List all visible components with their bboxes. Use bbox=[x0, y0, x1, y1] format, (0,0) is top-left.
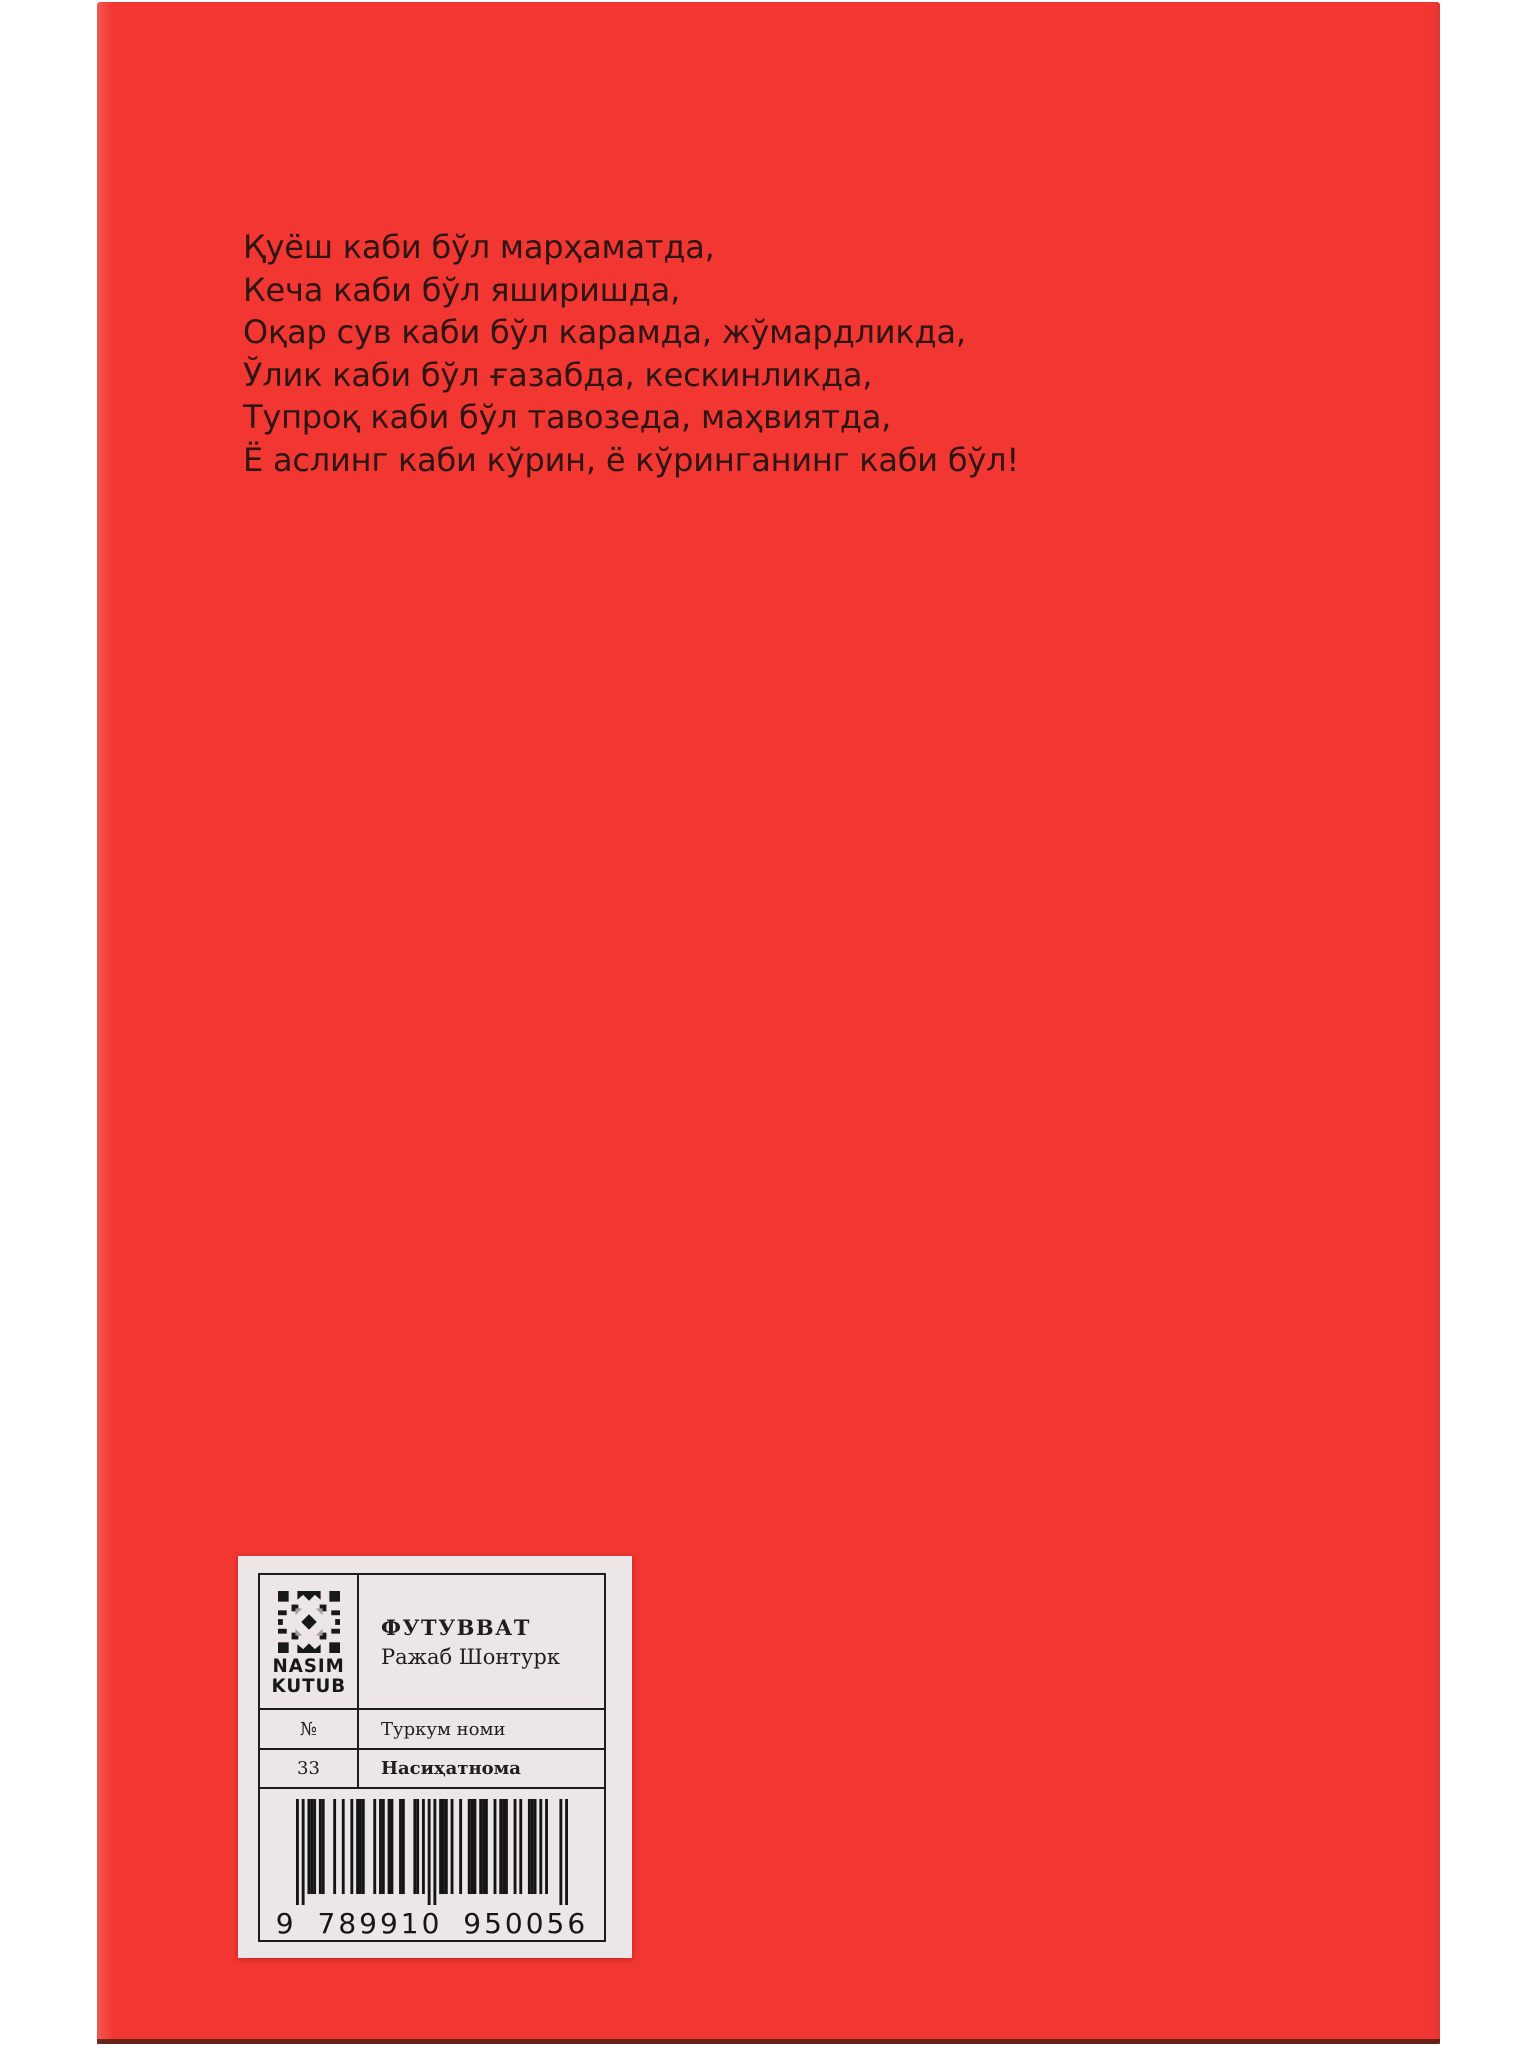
label-table bbox=[258, 1573, 606, 1942]
barcode-cell bbox=[260, 1789, 604, 1940]
category-value: Насиҳатнома bbox=[381, 1758, 521, 1779]
number-value: 33 bbox=[297, 1758, 320, 1779]
category-header-cell bbox=[359, 1710, 604, 1750]
category-header: Туркум номи bbox=[381, 1718, 506, 1740]
poem-line: Ўлик каби бўл ғазабда, кескинликда, bbox=[243, 355, 873, 394]
poem-line: Қуёш каби бўл марҳаматда, bbox=[243, 228, 715, 266]
barcode-number: 9 789910 950056 bbox=[275, 1907, 589, 1940]
number-value-cell bbox=[260, 1750, 359, 1789]
poem-line: Оқар сув каби бўл карамда, жўмардликда, bbox=[243, 313, 966, 351]
nasim-kutub-logo-icon bbox=[278, 1591, 340, 1653]
number-header-cell bbox=[260, 1710, 359, 1750]
publisher-logo-cell bbox=[260, 1575, 359, 1710]
publisher-name-line1: NASIM bbox=[272, 1654, 345, 1677]
red-cover bbox=[97, 2, 1440, 2044]
category-value-cell bbox=[359, 1750, 604, 1789]
book-author: Ражаб Шонтурк bbox=[381, 1644, 560, 1669]
poem-line: Тупроқ каби бўл тавозеда, маҳвиятда, bbox=[243, 398, 892, 436]
publisher-label bbox=[238, 1556, 632, 1958]
publisher-name-line2: KUTUB bbox=[271, 1674, 346, 1697]
book-title-cell bbox=[359, 1575, 604, 1710]
poem-block bbox=[243, 226, 1019, 481]
poem-line: Кеча каби бўл яширишда, bbox=[243, 270, 681, 309]
number-header: № bbox=[299, 1718, 318, 1740]
poem-line: Ё аслинг каби кўрин, ё кўринганинг каби бўл! bbox=[243, 440, 1020, 479]
book-title: ФУТУВВАТ bbox=[381, 1614, 531, 1640]
book-bottom-edge bbox=[97, 2039, 1440, 2044]
barcode-icon bbox=[296, 1799, 568, 1905]
